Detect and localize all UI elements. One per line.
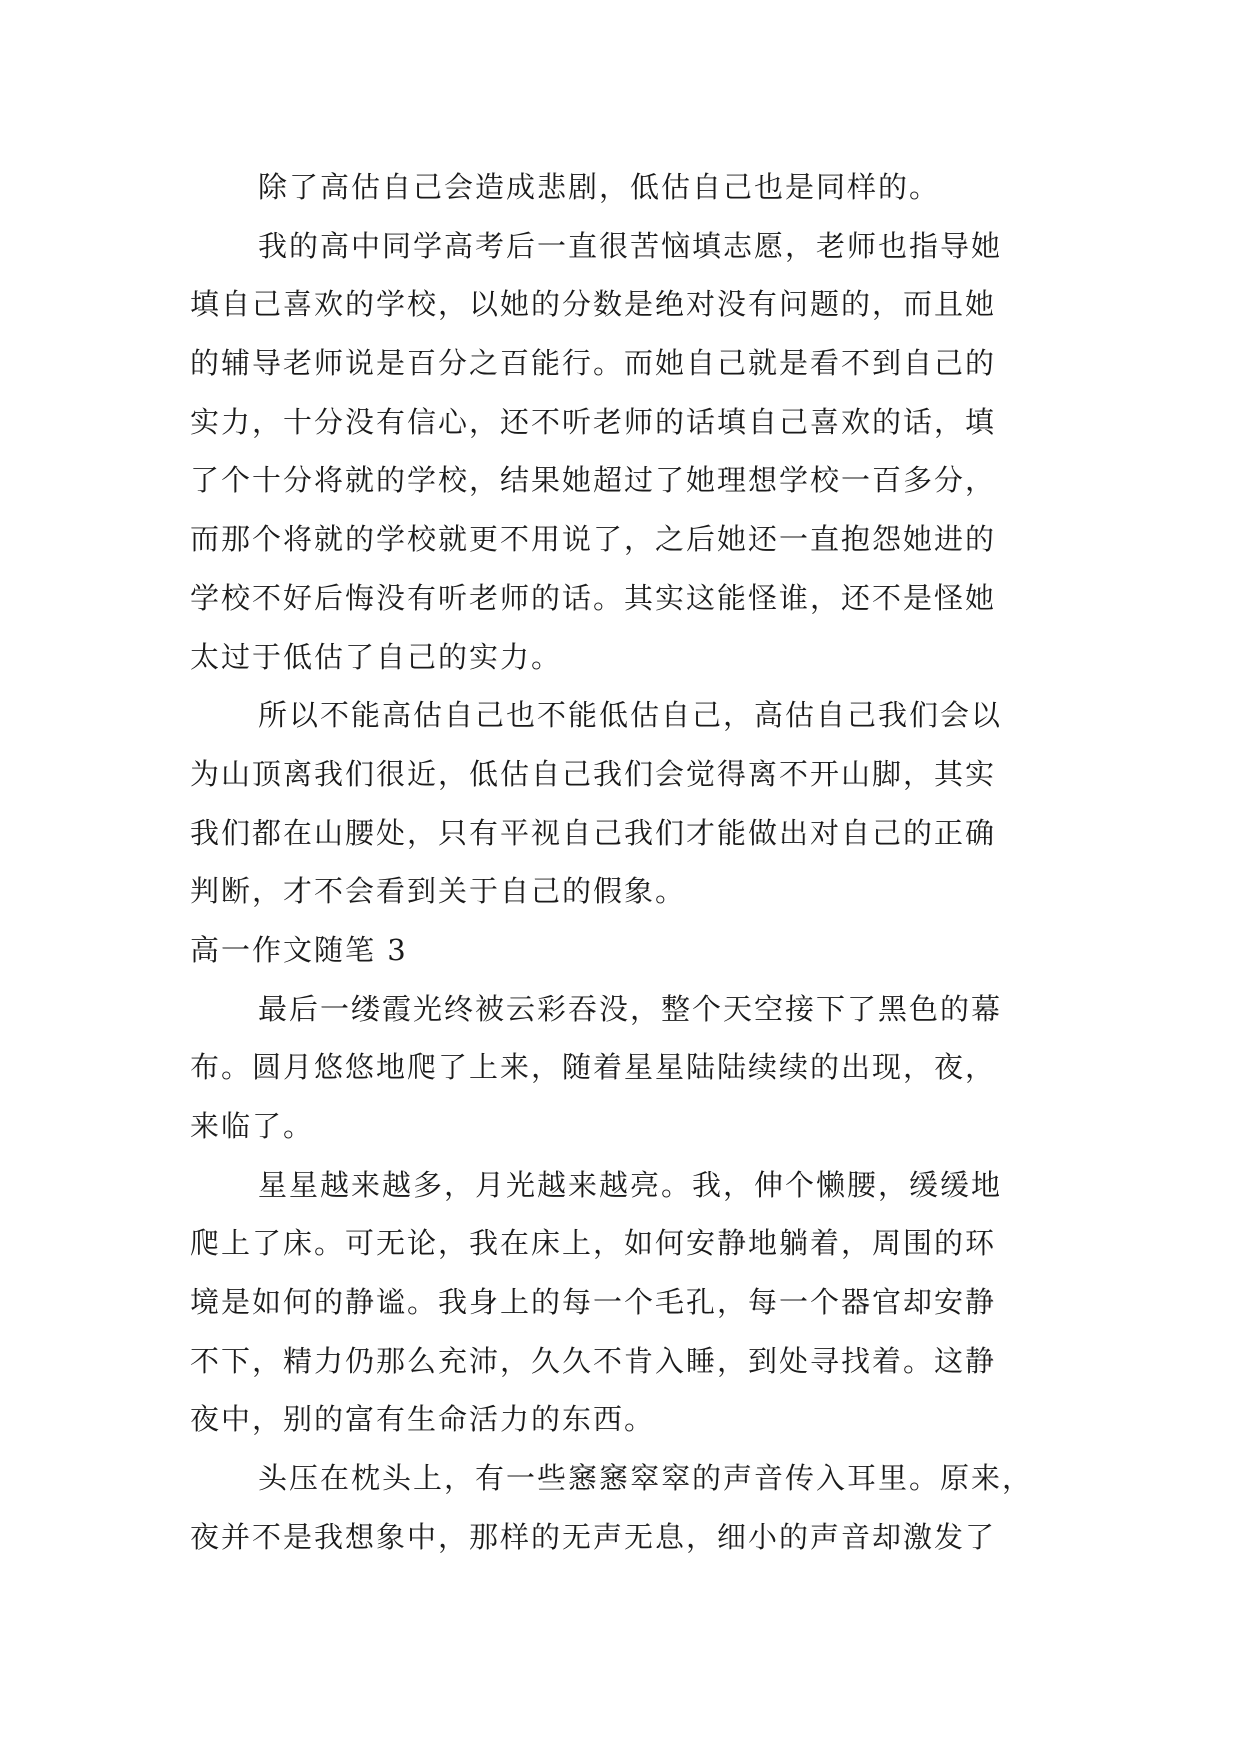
text-line: 夜并不是我想象中，那样的无声无息，细小的声音却激发了 bbox=[190, 1519, 997, 1554]
paragraph-3 bbox=[190, 686, 1050, 921]
text-line: 填自己喜欢的学校，以她的分数是绝对没有问题的，而且她 bbox=[190, 287, 997, 322]
text-line: 学校不好后悔没有听老师的话。其实这能怪谁，还不是怪她 bbox=[190, 580, 997, 615]
text-line: 境是如何的静谧。我身上的每一个毛孔，每一个器官却安静 bbox=[190, 1285, 997, 1320]
text-line: 太过于低估了自己的实力。 bbox=[190, 639, 563, 674]
section-paragraph-3 bbox=[190, 1449, 1050, 1566]
text-line: 我们都在山腰处，只有平视自己我们才能做出对自己的正确 bbox=[190, 815, 997, 850]
document-body bbox=[190, 158, 1050, 1567]
text-line: 所以不能高估自己也不能低估自己，高估自己我们会以 bbox=[258, 698, 1003, 733]
text-line: 除了高估自己会造成悲剧，低估自己也是同样的。 bbox=[258, 170, 941, 204]
text-line: 为山顶离我们很近，低估自己我们会觉得离不开山脚，其实 bbox=[190, 756, 997, 791]
text-line: 而那个将就的学校就更不用说了，之后她还一直抱怨她进的 bbox=[190, 522, 997, 557]
text-line: 布。圆月悠悠地爬了上来，随着星星陆陆续续的出现，夜， bbox=[190, 1050, 997, 1085]
section-title: 高一作文随笔 3 bbox=[190, 932, 408, 967]
text-line: 的辅导老师说是百分之百能行。而她自己就是看不到自己的 bbox=[190, 346, 997, 381]
text-line: 我的高中同学高考后一直很苦恼填志愿，老师也指导她 bbox=[258, 228, 1003, 263]
text-line: 了个十分将就的学校，结果她超过了她理想学校一百多分， bbox=[190, 463, 997, 498]
paragraph-2 bbox=[190, 217, 1050, 687]
text-line: 不下，精力仍那么充沛，久久不肯入睡，到处寻找着。这静 bbox=[190, 1343, 997, 1378]
text-line: 实力，十分没有信心，还不听老师的话填自己喜欢的话，填 bbox=[190, 404, 997, 439]
text-line: 头压在枕头上，有一些窸窸窣窣的声音传入耳里。原来， bbox=[258, 1461, 1034, 1496]
section-paragraph-2 bbox=[190, 1156, 1050, 1449]
text-line: 来临了。 bbox=[190, 1109, 315, 1143]
text-line: 夜中，别的富有生命活力的东西。 bbox=[190, 1402, 656, 1437]
section-paragraph-1 bbox=[190, 980, 1050, 1156]
text-line: 爬上了床。可无论，我在床上，如何安静地躺着，周围的环 bbox=[190, 1226, 997, 1261]
text-line: 判断，才不会看到关于自己的假象。 bbox=[190, 874, 687, 909]
text-line: 星星越来越多，月光越来越亮。我，伸个懒腰，缓缓地 bbox=[258, 1167, 1003, 1202]
paragraph-1 bbox=[190, 158, 1050, 217]
text-line: 最后一缕霞光终被云彩吞没，整个天空接下了黑色的幕 bbox=[258, 991, 1003, 1026]
